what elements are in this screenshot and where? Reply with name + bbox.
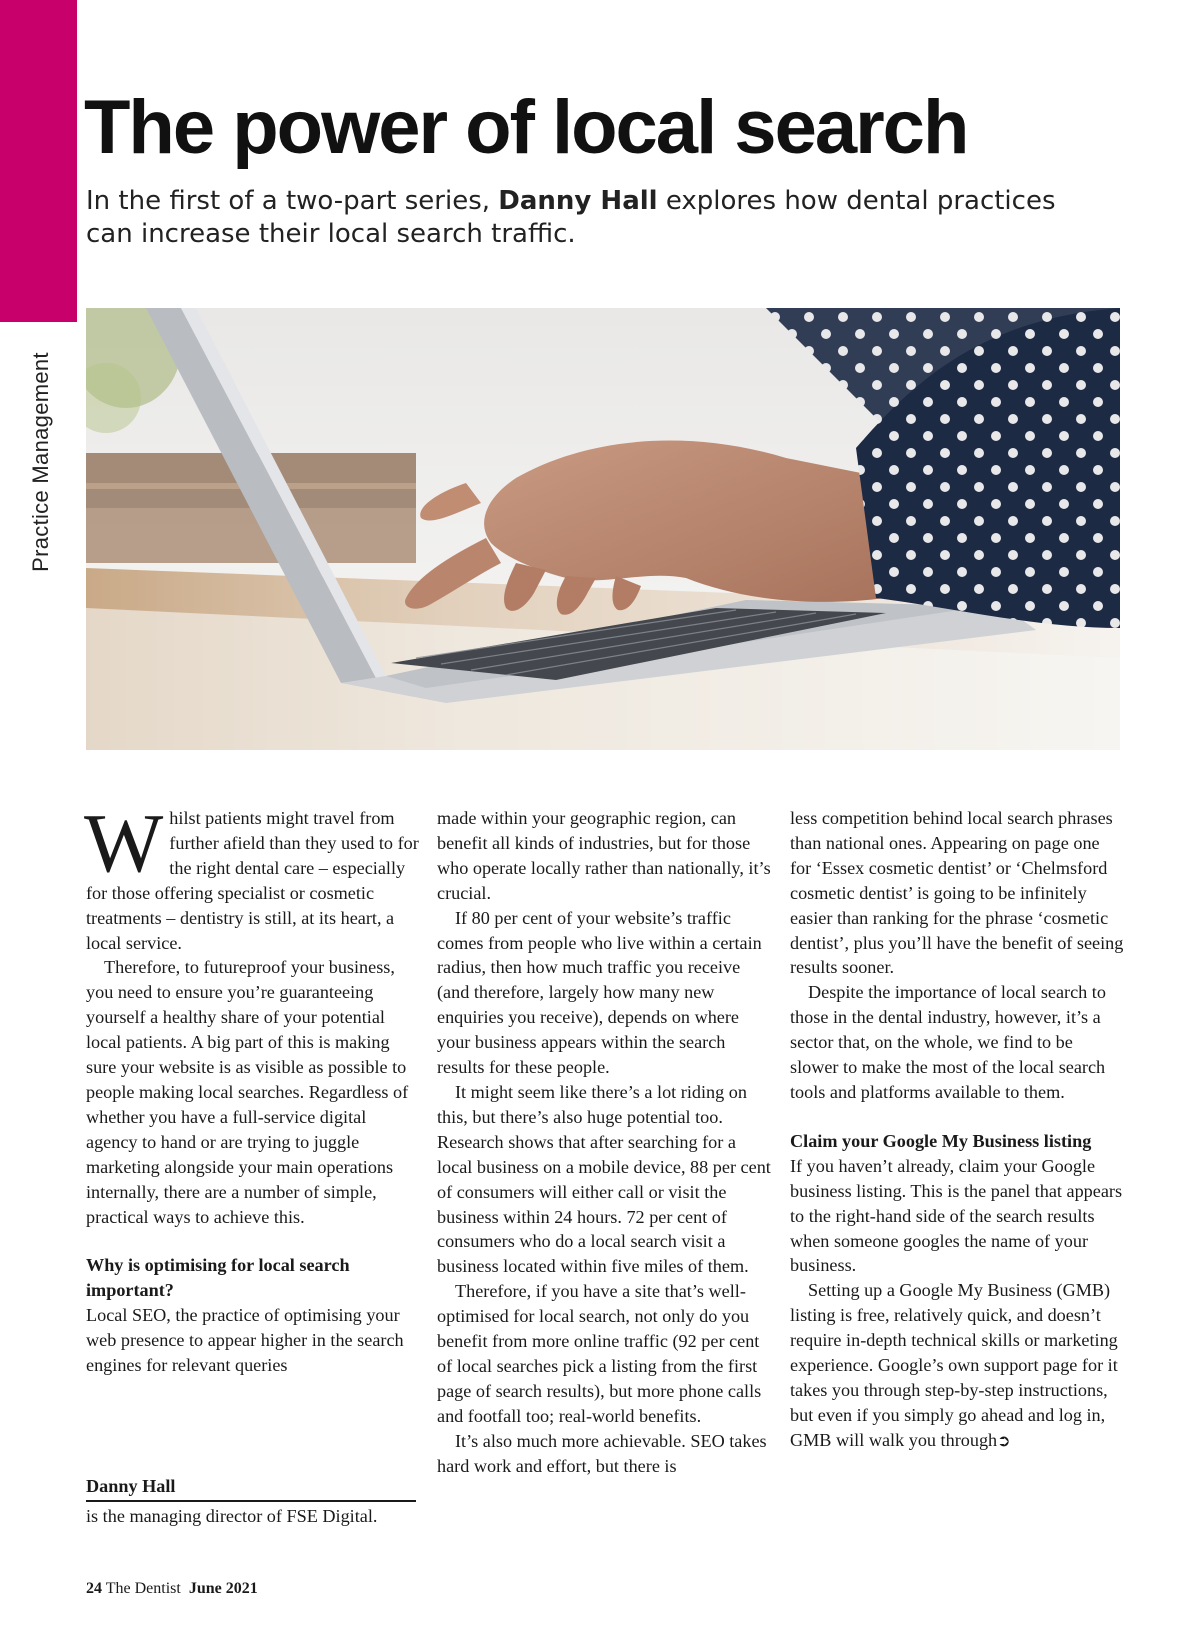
article-standfirst	[86, 185, 1066, 251]
issue-date: June 2021	[188, 1580, 258, 1597]
publication-name: The Dentist	[105, 1580, 181, 1597]
laptop-typing-illustration	[86, 308, 1120, 750]
standfirst-rest: explores how dental practices can increase their local search traffic.	[86, 186, 1056, 249]
article-photo	[86, 308, 1120, 750]
author-role: is the managing director of FSE Digital.	[86, 1506, 378, 1526]
paragraph-text: Setting up a Google My Business (GMB) listing is free, relatively quick, and doesn’t require in-depth technical skills or marketing experience. Google’s own support page for it takes you through step-by-step instructions, but even if you simply go ahead and log in, GMB will walk you through	[790, 1280, 1118, 1450]
paragraph: It might seem like there’s a lot riding on this, but there’s also huge potential too. Research shows that after searching for a local business on a mobile device, 88 per cent of consumers will either call or visit the business within 24 hours. 72 per cent of consumers who do a local search visit a business located within five miles of them.	[437, 1081, 771, 1277]
standfirst-lead: In the first of a two-part series,	[86, 186, 499, 216]
article-column-3	[790, 806, 1125, 1454]
section-color-bar	[0, 0, 77, 322]
paragraph: Therefore, to futureproof your business, you need to ensure you’re guaranteeing yourself a healthy share of your potential local patients. A big part of this is making sure your website is as visible as possible to people making local searches. Regardless of whether you have a full-service digital agency to hand or are trying to juggle marketing alongside your main operations internally, there are a number of simple, practical ways to achieve this.	[86, 957, 409, 1227]
page-footer	[86, 1580, 258, 1598]
author-bio	[86, 1474, 416, 1529]
standfirst-author: Danny Hall	[498, 186, 658, 216]
subheading: Claim your Google My Business listing	[790, 1130, 1092, 1151]
page-number: 24	[86, 1580, 102, 1597]
paragraph: Local SEO, the practice of optimising your web presence to appear higher in the search engines for relevant queries	[86, 1305, 404, 1376]
paragraph: It’s also much more achievable. SEO takes hard work and effort, but there is	[437, 1430, 767, 1476]
article-column-1	[84, 797, 421, 1378]
paragraph	[790, 1278, 1125, 1453]
subheading: Why is optimising for local search important?	[86, 1255, 350, 1301]
dropcap: W	[84, 797, 164, 890]
arrow-continue-icon: ➲	[997, 1430, 1011, 1450]
author-name: Danny Hall	[86, 1474, 416, 1502]
section-label: Practice Management	[28, 352, 53, 572]
paragraph: less competition behind local search phrases than national ones. Appearing on page one for ‘Essex cosmetic dentist’ or ‘Chelmsford cosmetic dentist’ is going to be infinitely easier than ranking for the phrase ‘cosmetic dentist’, plus you’ll have the benefit of seeing results sooner.	[790, 808, 1124, 978]
paragraph	[84, 797, 421, 955]
paragraph: Therefore, if you have a site that’s well-optimised for local search, not only do you benefit from more online traffic (92 per cent of local searches pick a listing from the first page of search results), but more phone calls and footfall too; real-world benefits.	[437, 1281, 762, 1426]
article-column-2	[437, 806, 772, 1478]
paragraph-text: hilst patients might travel from further afield than they used to for the right dental care – especially for those offering specialist or cosmetic treatments – dentistry is still, at its heart, a local service.	[86, 808, 419, 953]
article-headline: The power of local search	[84, 85, 968, 170]
paragraph: If 80 per cent of your website’s traffic comes from people who live within a certain radius, then how much traffic you receive (and therefore, largely how many new enquiries you receive), depends on where your business appears within the search results for these people.	[437, 907, 762, 1078]
paragraph: Despite the importance of local search to those in the dental industry, however, it’s a sector that, on the whole, we find to be slower to make the most of the local search tools and platforms available to them.	[790, 982, 1106, 1102]
paragraph: If you haven’t already, claim your Google business listing. This is the panel that appears to the right-hand side of the search results when someone googles the name of your business.	[790, 1155, 1123, 1276]
paragraph: made within your geographic region, can benefit all kinds of industries, but for those who operate locally rather than nationally, it’s crucial.	[437, 808, 771, 903]
